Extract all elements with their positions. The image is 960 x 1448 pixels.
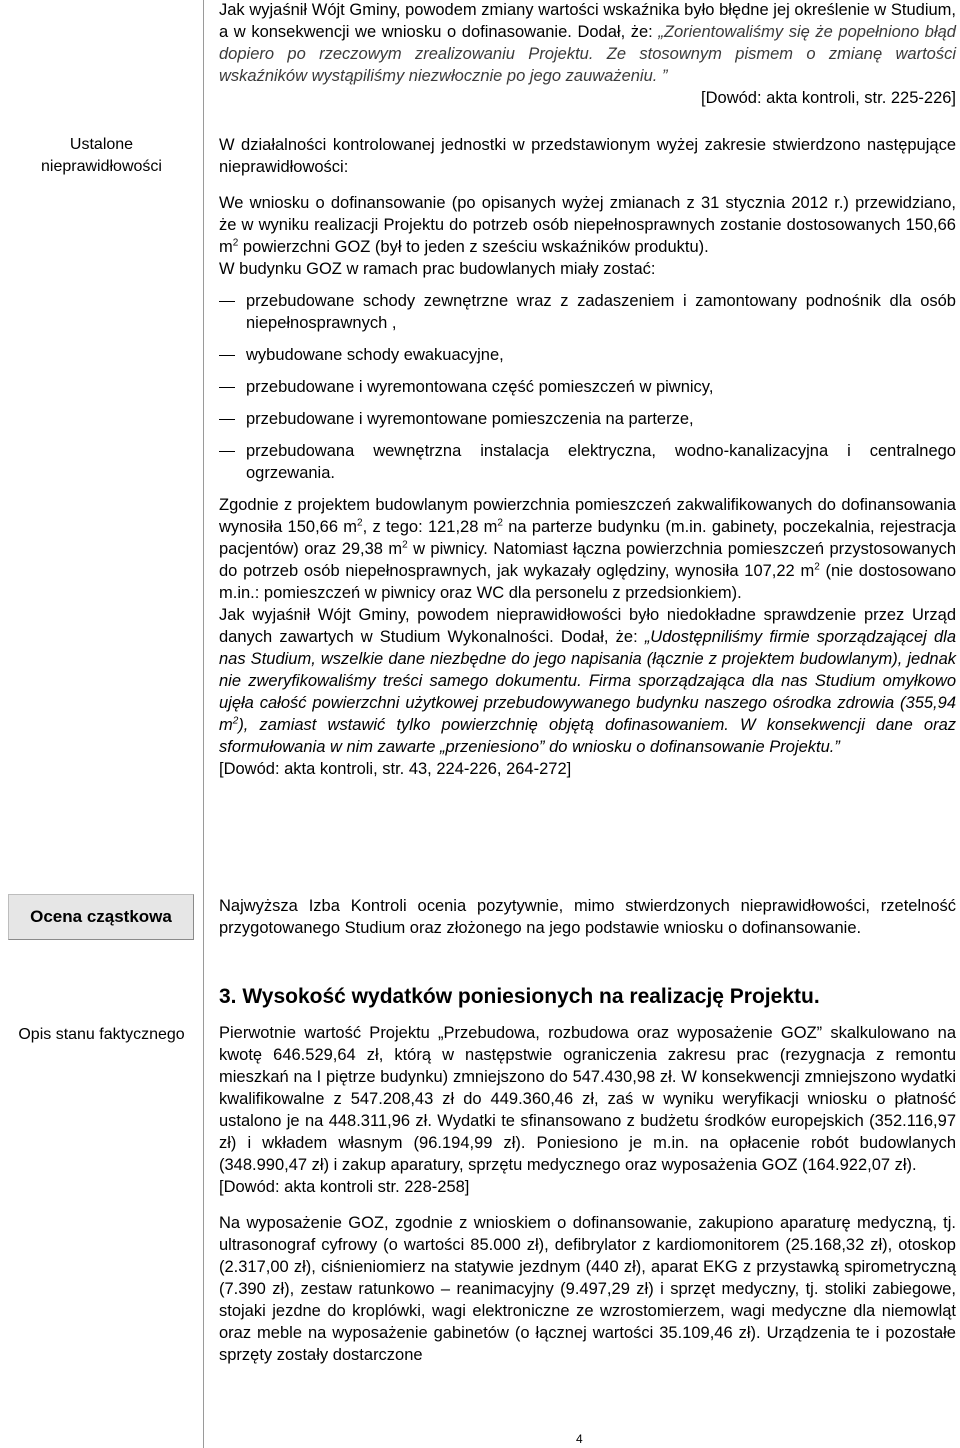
assessment-section — [219, 895, 956, 939]
assessment-text: Najwyższa Izba Kontroli ocenia pozytywnie, mimo stwierdzonych nieprawidłowości, rzetelność przygotowanego Studium oraz złożonego na jego podstawie wniosku o dofinansowanie. — [219, 897, 956, 937]
p3-sup-2: 2 — [497, 517, 503, 529]
side-label-line2: nieprawidłowości — [41, 158, 162, 175]
list-item: przebudowane i wyremontowana część pomieszczeń w piwnicy, — [219, 376, 956, 398]
section-heading: 3. Wysokość wydatków poniesionych na realizację Projektu. — [219, 985, 820, 1008]
p1-text-a: We wniosku o dofinansowanie (po opisanych wyżej zmianach z 31 stycznia 2012 r.) przewidziano, że w wyniku realizacji Projektu do potrzeb osób niepełnosprawnych zostanie dostosowanych 150,66 m — [219, 194, 956, 256]
irregularities-dowod: [Dowód: akta kontroli, str. 43, 224-226, 264-272] — [219, 760, 572, 778]
works-list — [219, 290, 956, 484]
side-label-nieprawidlowosci — [0, 134, 203, 178]
list-item: wybudowane schody ewakuacyjne, — [219, 344, 956, 366]
p1-sup: 2 — [232, 237, 239, 249]
expenses-paragraph-2: Na wyposażenie GOZ, zgodnie z wnioskiem o dofinansowanie, zakupiono aparaturę medyczną, tj. ultrasonograf cyfrowy (o wartości 85.000 zł), defibrylator z kardiomonitorem (25.168,32 zł), otoskop (2.317,00 zł), ciśnieniomierz na statywie jezdnym (440 zł), aparat EKG z przystawką spirometryczną (7.390 zł), zestaw ratunkowo – reanimacyjny (9.497,29 zł) i sprzęt medyczny, tj. stoliki zabiegowe, stojaki jezdne do kroplówki, wagi elektroniczne ze wzrostomierzem, wagi medyczne dla niemowląt oraz meble na wyposażenie gabinetów (o łącznej wartości 35.109,46 zł). Urządzenia te i pozostałe sprzęty zostały dostarczone — [219, 1214, 956, 1364]
p4-sup: 2 — [232, 715, 239, 727]
expenses-dowod: [Dowód: akta kontroli str. 228-258] — [219, 1178, 470, 1196]
list-item: przebudowane i wyremontowane pomieszczenia na parterze, — [219, 408, 956, 430]
irregularities-paragraph-3 — [219, 494, 956, 604]
top-paragraph-text: Jak wyjaśnił Wójt Gminy, powodem zmiany wartości wskaźnika było błędne jej określenie w Studium, a w konsekwencji we wniosku o dofinasowanie. Dodał, że: — [219, 1, 956, 41]
expenses-section — [219, 982, 956, 1366]
p1-text-b: powierzchni GOZ (był to jeden z sześciu wskaźników produktu). — [238, 238, 709, 256]
irregularities-paragraph-1 — [219, 192, 956, 258]
top-quote: „Zorientowaliśmy się że popełniono błąd dopiero po rzeczowym zrealizowaniu Projektu. Ze stosownym pismem o zmianę wartości wskaźników wystąpiliśmy niezwłocznie po jego zauważeniu. ” — [219, 23, 956, 85]
p3-text-e: (nie dostosowano m.in.: pomieszczeń w piwnicy oraz WC dla personelu z przedsionkiem). — [219, 562, 956, 602]
p3-text-d: w piwnicy. Natomiast łączna powierzchnia pomieszczeń przystosowanych do potrzeb osób niepełnosprawnych, jak wykazały oględziny, wynosiła 107,22 m — [219, 540, 956, 580]
list-item: przebudowane schody zewnętrzne wraz z zadaszeniem i zamontowany podnośnik dla osób niepełnosprawnych , — [219, 290, 956, 334]
p4-quote-b: ), zamiast wstawić tylko powierzchnię objętą dofinasowaniem. W konsekwencji dane oraz sformułowania w nim zawarte „przeniesiono” do wniosku o dofinansowanie Projektu.” — [219, 716, 956, 756]
page-number: 4 — [576, 1432, 583, 1446]
irregularities-paragraph-4 — [219, 604, 956, 758]
side-label-opis-stanu: Opis stanu faktycznego — [18, 1026, 185, 1043]
p3-sup-3: 2 — [402, 539, 408, 551]
irregularities-section — [219, 134, 956, 780]
p4-text: Jak wyjaśnił Wójt Gminy, powodem nieprawidłowości było niedokładne sprawdzenie przez Urząd danych zawartych w Studium Wykonalności. Dodał, że: — [219, 606, 956, 646]
side-label-line1: Ustalone — [69, 136, 134, 153]
expenses-paragraph-1: Pierwotnie wartość Projektu „Przebudowa, rozbudowa oraz wyposażenie GOZ” skalkulowano na kwotę 646.529,64 zł, którą w następstwie ograniczenia zakresu prac (rezygnacja z remontu mieszkań na I piętrze budynku) zmniejszono do 547.430,98 zł. W konsekwencji zmniejszono wydatki kwalifikowalne z 547.208,43 zł do 449.360,46 zł, zaś w wyniku weryfikacji wniosku o płatność ustalono je na 448.311,96 zł. Wydatki te sfinansowano z budżetu środków europejskich (352.116,97 zł) i wkładem własnym (96.194,99 zł). Poniesiono je m.in. na opłacenie robót budowlanych (348.990,47 zł) i zakup aparatury, sprzętu medycznego oraz wyposażenia GOZ (164.922,07 zł). — [219, 1024, 956, 1174]
top-section — [219, 0, 956, 109]
column-divider — [203, 0, 204, 1448]
p3-sup-4: 2 — [814, 561, 820, 573]
p4-quote-a: „Udostępniliśmy firmie sporządzającej dla nas Studium, wszelkie dane niezbędne do jego napisania (łącznie z projektem budowlanym), jednak nie zweryfikowaliśmy treści samego dokumentu. Firma sporządzająca dla nas Studium omyłkowo ujęła całość powierzchni użytkowej przebudowywanego budynku naszego ośrodka zdrowia (355,94 m — [219, 628, 956, 734]
top-paragraph — [219, 0, 956, 87]
ocena-czastkowa-box: Ocena cząstkowa — [8, 894, 194, 940]
irregularities-intro: W działalności kontrolowanej jednostki w przedstawionym wyżej zakresie stwierdzono następujące nieprawidłowości: — [219, 136, 956, 176]
p3-text-a: Zgodnie z projektem budowlanym powierzchnia pomieszczeń zakwalifikowanych do dofinansowania wynosiła 150,66 m — [219, 496, 956, 536]
p3-text-b: , z tego: 121,28 m — [362, 518, 498, 536]
list-item: przebudowana wewnętrzna instalacja elektryczna, wodno-kanalizacyjna i centralnego ogrzewania. — [219, 440, 956, 484]
top-dowod: [Dowód: akta kontroli, str. 225-226] — [701, 89, 956, 107]
p3-text-c: na parterze budynku (m.in. gabinety, poczekalnia, rejestracja pacjentów) oraz 29,38 m — [219, 518, 956, 558]
p3-sup-1: 2 — [357, 517, 363, 529]
irregularities-paragraph-2: W budynku GOZ w ramach prac budowlanych miały zostać: — [219, 260, 656, 278]
